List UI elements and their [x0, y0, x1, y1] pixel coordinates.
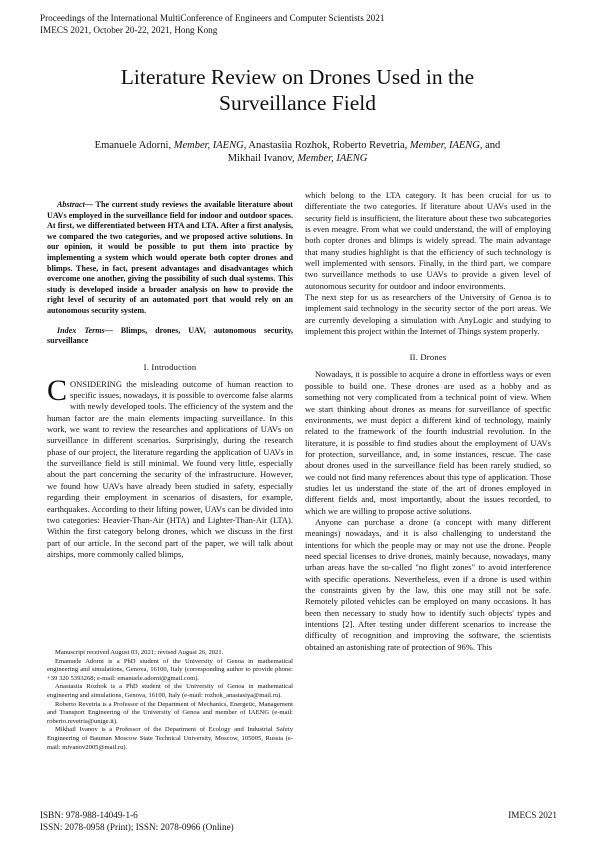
section-heading-drones: II. Drones	[409, 352, 447, 363]
index-terms	[47, 326, 293, 347]
body-paragraph: Anyone can purchase a drone (a concept with many different meanings) nowadays, and it is also challenging to understand the intentions for which the people may or may not use the drone. People need special licenses to drive drones, mainly because, nowadays, many urban areas have the so-called "no flight zones" to avoid interference with specific operations. Nevertheless, even if a drone is used within the constraints given by the law, this one may still not be safe. Remotely piloted vehicles can be employed on many occasions. It has been then necessary to study how to identify such objects' types and intentions [2]. After testing under different scenarios to increase the difficulty of recognition and improving the software, the scientists obtained an astonishing rate of protection of 96%. This	[305, 516, 551, 652]
footnote-author-1: Emanuele Adorni is a PhD student of the University of Genoa in mathematical engineering and simulations, Genova, 16100, Italy (corresponding author to provide phone: +39 320 5393268; e-mail: emanuele.adorni@gmail.com).	[47, 657, 293, 682]
introduction-paragraph	[47, 373, 293, 561]
conference-header: IMECS 2021, October 20-22, 2021, Hong Kong	[40, 25, 218, 35]
author-role: Member, IAENG	[409, 140, 480, 151]
body-paragraph: The next step for us as researchers of the University of Genoa is to implement said technology in the security sector of the port areas. We are currently developing a simulation with AnyLogic and studying to implement this project within the Internet of Things system properly.	[305, 292, 551, 337]
author-role: Member, IAENG	[173, 140, 244, 151]
paper-title	[40, 64, 555, 116]
abstract-text: — The current study reviews the available literature about UAVs employed in the surveillance field for indoor and outdoor spaces. At first, we differentiated between HTA and LTA. After a first analysis, we compared the two categories, and we proposed active solutions. In our opinion, it would be possible to put them into practice by implementing a system which would operate both copter drones and blimps. These, in fact, present advantages and disadvantages which overcome one another, giving the possibility of such dual systems. This study is developed inside a broader analysis on how to provide the right level of security of an automated port that would rely on an autonomous security system.	[47, 200, 293, 315]
footnote-author-4: Mikhail Ivanov is a Professor of the Department of Ecology and Industrial Safety Engineering of Bauman Moscow State Technical University, Moscow, 105005, Russia (e-mail: mivanov2005@mail.ru).	[47, 726, 293, 751]
index-terms-label: Index Terms	[57, 325, 105, 335]
section-heading-introduction: I. Introduction	[143, 361, 197, 372]
author-name: , Anastasiia Rozhok, Roberto Revetria,	[243, 140, 410, 151]
author-name: Mikhail Ivanov,	[227, 153, 298, 164]
author-name: Emanuele Adorni,	[94, 140, 174, 151]
author-list	[40, 139, 555, 165]
abstract	[47, 200, 293, 317]
body-paragraph: which belong to the LTA category. It has been crucial for us to differentiate the two categories. If literature about UAVs used in the security field is insufficient, the literature about these two subcategories is even meagre. From what we could understand, the will of employing both copter drones and blimps is widely spread. The main advantage that many studies highlight is that the efficiency of such technology is well implemented with sensors. Finally, in the third part, we compare two surveillance methods to use UAVs to provide a given level of autonomous security for outdoor and indoor environments.	[305, 190, 551, 291]
title-line-1: Literature Review on Drones Used in the	[120, 65, 475, 89]
footnote-author-2: Anastasiia Rozhok is a PhD student of the University of Genoa in mathematical engineering and simulations, Genova, 16100, Italy (e-mail: rozhok_anastasiya@mail.ru).	[47, 683, 293, 699]
proceedings-header: Proceedings of the International MultiConference of Engineers and Computer Scientists 2021	[40, 13, 385, 23]
isbn-footer: ISBN: 978-988-14049-1-6	[40, 810, 138, 820]
issn-footer: ISSN: 2078-0958 (Print); ISSN: 2078-0966 (Online)	[40, 822, 234, 832]
index-terms-text: — Blimps, drones, UAV, autonomous security, surveillance	[47, 325, 293, 346]
introduction-text: ONSIDERING the misleading outcome of human reaction to specific issues, nowadays, it is possible to overcome false alarms with newly developed tools. The efficiency of the system and the human factor are the main elements impacting surveillance. In this work, we want to review the researches and applications of UAVs on surveillance in different scenarios. Surprisingly, during the research phase of our project, the literature regarding the application of UAVs in the surveillance field is still minimal. We found very little, especially about the part concerning the security of the infrastructure. However, we found how UAVs have already been studied in safety, especially regarding their employment in scenarios of disasters, for example, earthquakes. According to their lifting power, UAVs can be divided into two categories: Heavier-Than-Air (HTA) and Lighter-Than-Air (LTA). Within the first category belong drones, which we discuss in the first part of our article. In the second part of the paper, we will talk about airships, more commonly called blimps,	[47, 378, 293, 559]
drop-cap: C	[47, 373, 68, 407]
footnote-received: Manuscript received August 03, 2021; revised August 26, 2021.	[55, 649, 224, 656]
body-paragraph: Nowadays, it is possible to acquire a drone in effortless ways or even possible to build one. These drones are used as a hobby and as something not very complicated from a technical point of view. When we start thinking about drones as means for surveillance of specific environments, we must depict a different kind of technology, mainly related to the framework of the fourth industrial revolution. In the literature, it is possible to find studies about the employment of UAVs for protection, surveillance, and, in some instances, rescue. The case about drones used in the surveillance field has been rarely studied, so we could not find many references about this type of application. Those studies let us understand the state of the art of drones employed in different fields and, most importantly, about the issues recorded, to which we are willing to propose active solutions.	[305, 369, 551, 516]
right-column	[305, 190, 551, 653]
conference-footer: IMECS 2021	[508, 810, 557, 820]
author-role: Member, IAENG	[297, 153, 368, 164]
abstract-label: Abstract	[57, 200, 85, 209]
left-column	[47, 190, 293, 560]
footnote-author-3: Roberto Revetria is a Professor of the Department of Mechanics, Energetic, Management and Transport Engineering of the University of Genoa and member of IAENG (e-mail: roberto.revetria@unige.it).	[47, 700, 293, 725]
author-footnote	[47, 649, 293, 752]
author-name: , and	[479, 140, 501, 151]
title-line-2: Surveillance Field	[218, 91, 377, 115]
